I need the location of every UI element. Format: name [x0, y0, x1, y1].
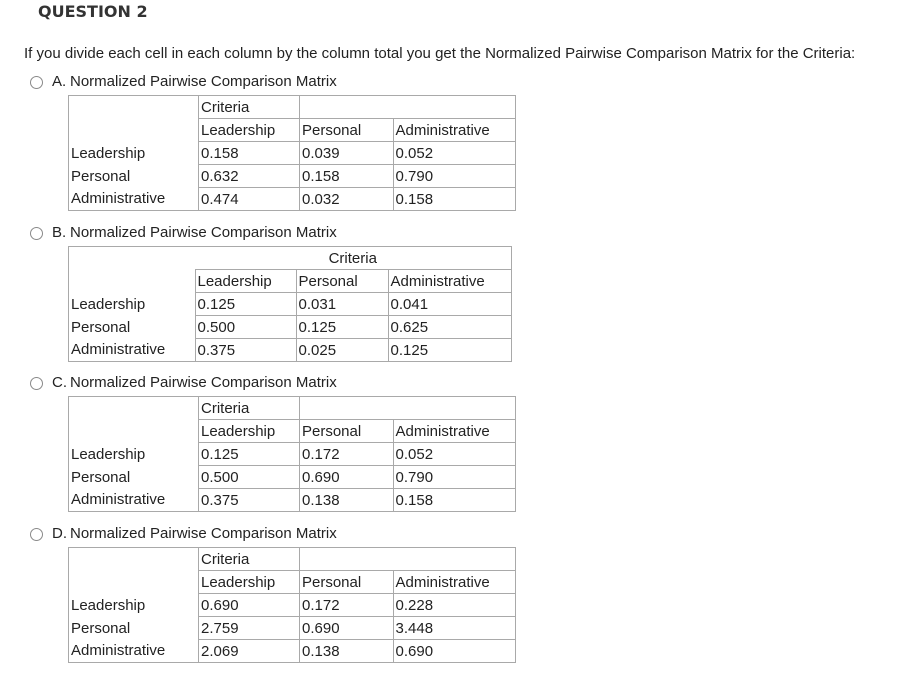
option-letter: B.: [52, 224, 67, 241]
row-label: Leadership: [71, 144, 146, 162]
table-row: [69, 640, 516, 663]
column-header: Leadership: [199, 119, 300, 142]
cell: 0.041: [388, 293, 511, 316]
option-d-radio[interactable]: [30, 528, 43, 541]
column-header: Personal: [300, 571, 394, 594]
row-label: Personal: [71, 619, 131, 637]
cell: 0.790: [393, 165, 516, 188]
option-letter: C.: [52, 374, 67, 391]
option-letter: A.: [52, 73, 67, 90]
cell: 2.759: [199, 617, 300, 640]
row-label: Administrative: [71, 491, 166, 509]
cell: 0.052: [393, 142, 516, 165]
cell: 0.172: [300, 443, 394, 466]
column-header: Administrative: [393, 420, 516, 443]
option-a[interactable]: [30, 73, 890, 208]
row-label: Administrative: [71, 341, 166, 359]
table-row: [69, 443, 516, 466]
option-d[interactable]: [30, 525, 890, 660]
table-row: [69, 142, 516, 165]
cell: 0.500: [195, 316, 296, 339]
row-label: Leadership: [71, 445, 146, 463]
column-header: Administrative: [393, 119, 516, 142]
criteria-header: Criteria: [199, 548, 300, 571]
cell: 0.158: [393, 188, 516, 211]
option-c-radio[interactable]: [30, 377, 43, 390]
row-label: Personal: [71, 167, 131, 185]
option-letter: D.: [52, 525, 67, 542]
table-row: [69, 339, 512, 362]
cell: 0.125: [388, 339, 511, 362]
cell: 3.448: [393, 617, 516, 640]
cell: 0.228: [393, 594, 516, 617]
question-title: QUESTION 2: [38, 2, 148, 21]
table-row: [69, 293, 512, 316]
cell: 0.138: [300, 640, 394, 663]
cell: 0.172: [300, 594, 394, 617]
option-label: Normalized Pairwise Comparison Matrix: [70, 374, 337, 391]
column-header: Administrative: [388, 270, 511, 293]
cell: 0.158: [300, 165, 394, 188]
cell: 0.500: [199, 466, 300, 489]
table-row: [69, 165, 516, 188]
criteria-header: Criteria: [199, 96, 300, 119]
cell: 0.039: [300, 142, 394, 165]
cell: 0.125: [199, 443, 300, 466]
cell: 0.125: [195, 293, 296, 316]
cell: 0.625: [388, 316, 511, 339]
cell: 0.138: [300, 489, 394, 512]
column-header: Leadership: [195, 270, 296, 293]
option-a-radio[interactable]: [30, 76, 43, 89]
cell: 0.032: [300, 188, 394, 211]
cell: 0.025: [296, 339, 388, 362]
matrix-table: [68, 95, 516, 211]
option-c[interactable]: [30, 374, 890, 509]
column-header: Administrative: [393, 571, 516, 594]
cell: 0.158: [199, 142, 300, 165]
table-row: [69, 316, 512, 339]
table-row: [69, 188, 516, 211]
cell: 0.375: [199, 489, 300, 512]
row-label: Leadership: [71, 596, 146, 614]
option-label: Normalized Pairwise Comparison Matrix: [70, 525, 337, 542]
cell: 0.052: [393, 443, 516, 466]
option-b-radio[interactable]: [30, 227, 43, 240]
matrix-table: [68, 547, 516, 663]
cell: 0.125: [296, 316, 388, 339]
row-label: Leadership: [71, 295, 146, 313]
cell: 0.632: [199, 165, 300, 188]
table-row: [69, 489, 516, 512]
criteria-header: Criteria: [199, 397, 300, 420]
cell: 0.474: [199, 188, 300, 211]
cell: 0.790: [393, 466, 516, 489]
cell: 0.690: [300, 466, 394, 489]
row-label: Administrative: [71, 190, 166, 208]
matrix-table: [68, 396, 516, 512]
cell: 0.031: [296, 293, 388, 316]
table-row: [69, 466, 516, 489]
table-row: [69, 617, 516, 640]
row-label: Administrative: [71, 642, 166, 660]
matrix-table: [68, 246, 512, 362]
column-header: Leadership: [199, 571, 300, 594]
row-label: Personal: [71, 318, 131, 336]
column-header: Personal: [300, 119, 394, 142]
row-label: Personal: [71, 468, 131, 486]
cell: 0.690: [393, 640, 516, 663]
column-header: Personal: [296, 270, 388, 293]
option-b[interactable]: [30, 224, 890, 359]
cell: 0.690: [199, 594, 300, 617]
column-header: Leadership: [199, 420, 300, 443]
cell: 0.375: [195, 339, 296, 362]
cell: 2.069: [199, 640, 300, 663]
cell: 0.158: [393, 489, 516, 512]
option-label: Normalized Pairwise Comparison Matrix: [70, 73, 337, 90]
criteria-header: Criteria: [328, 249, 377, 267]
question-text: If you divide each cell in each column by the column total you get the Normalized Pairwise Comparison Matrix for the Criteria:: [24, 45, 856, 62]
table-row: [69, 594, 516, 617]
cell: 0.690: [300, 617, 394, 640]
option-label: Normalized Pairwise Comparison Matrix: [70, 224, 337, 241]
column-header: Personal: [300, 420, 394, 443]
